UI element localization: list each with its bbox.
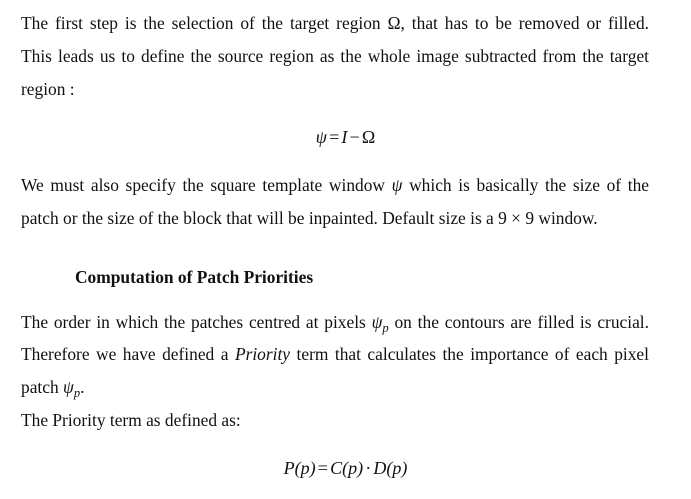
priority-term: P(p) xyxy=(283,458,316,478)
paragraph-2-line-2 xyxy=(21,207,649,229)
paragraph-1-line-2: This leads us to define the source region as the whole image subtracted from the target xyxy=(21,46,649,66)
psi-symbol: ψ xyxy=(63,377,74,397)
text-span: , that has to be removed or filled. xyxy=(400,13,650,33)
text-span: The first step is the selection of the target region xyxy=(21,13,388,33)
dot-operator: · xyxy=(365,458,372,478)
paragraph-3-line-2 xyxy=(21,343,649,365)
text-span: We must also specify the square template window xyxy=(21,175,392,195)
text-span: which is basically the size of the xyxy=(402,175,650,195)
text-span: on the contours are filled is crucial. xyxy=(388,312,649,332)
paragraph-2-line-1 xyxy=(21,174,649,196)
text-span: window. xyxy=(534,208,598,228)
text-span: term that calculates the importance of each pixel xyxy=(290,344,649,364)
window-size: 9 × 9 xyxy=(498,208,535,228)
data-term: D(p) xyxy=(373,458,408,478)
equation-source-region xyxy=(0,126,691,148)
equals-sign: = xyxy=(317,458,328,478)
text-span: The order in which the patches centred at pixels xyxy=(21,312,372,332)
omega-symbol: Ω xyxy=(387,13,401,33)
equals-sign: = xyxy=(329,127,340,147)
paragraph-1-line-1 xyxy=(21,12,649,34)
psi-symbol: ψ xyxy=(391,175,403,195)
text-span: patch xyxy=(21,377,64,397)
text-span: Therefore we have defined a xyxy=(21,344,235,364)
equation-priority xyxy=(0,457,691,479)
paragraph-1-line-3: region : xyxy=(21,79,75,99)
paragraph-3-line-4: The Priority term as defined as: xyxy=(21,410,241,430)
paragraph-3-line-3 xyxy=(21,376,649,400)
minus-sign: − xyxy=(349,127,360,147)
omega-symbol: Ω xyxy=(361,127,376,147)
subscript-p: p xyxy=(382,320,389,335)
confidence-term: C(p) xyxy=(330,458,364,478)
image-symbol: I xyxy=(341,127,348,147)
psi-symbol: ψ xyxy=(315,127,327,147)
section-heading: Computation of Patch Priorities xyxy=(75,267,314,287)
text-span: . xyxy=(80,377,85,397)
subscript-p: p xyxy=(73,385,81,400)
emphasized-term: Priority xyxy=(234,344,291,364)
text-span: patch or the size of the block that will be inpainted. Default size is a xyxy=(21,208,499,228)
psi-symbol: ψ xyxy=(371,312,383,332)
paragraph-3-line-1 xyxy=(21,311,649,335)
